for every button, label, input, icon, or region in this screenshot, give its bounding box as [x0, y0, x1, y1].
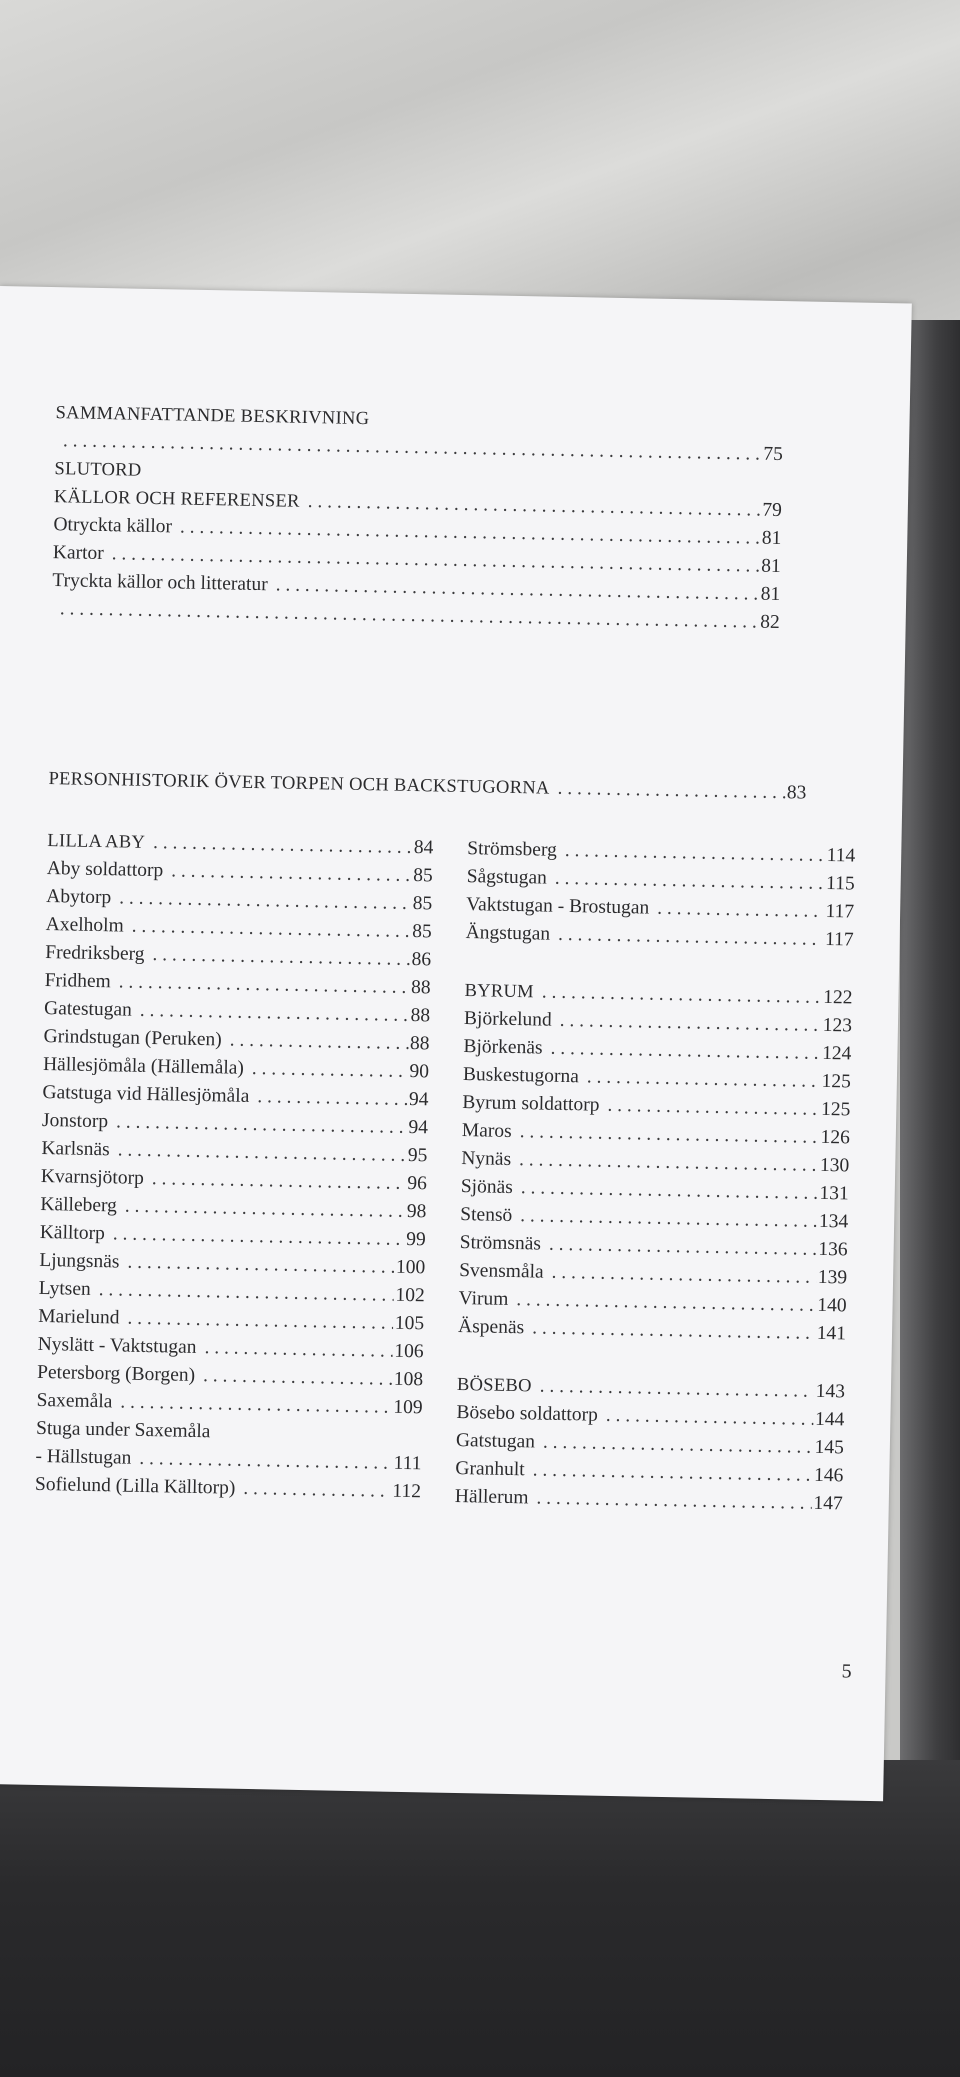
- toc-entry-page: 96: [407, 1172, 428, 1195]
- toc-entry-page: 90: [409, 1061, 430, 1083]
- toc-entry-page: 136: [818, 1238, 848, 1261]
- toc-entry-title: LILLA ABY: [47, 831, 146, 853]
- toc-entry-page: 100: [395, 1256, 426, 1279]
- toc-right-column: [455, 835, 856, 1518]
- toc-section-heading: [48, 765, 806, 808]
- page-number: 5: [841, 1660, 852, 1683]
- toc-entry-title: Nynäs: [461, 1148, 512, 1170]
- dot-leader: [606, 1402, 814, 1434]
- toc-entry-page: 147: [813, 1492, 843, 1515]
- dot-leader: [243, 1475, 391, 1506]
- toc-entry-page: 141: [816, 1322, 847, 1345]
- toc-entry-title: KÄLLOR OCH REFERENSER: [53, 487, 300, 512]
- toc-entry-title: Gatestugan: [43, 997, 133, 1021]
- toc-entry: [35, 1415, 422, 1478]
- toc-entry-title: Ängstugan: [465, 922, 551, 945]
- toc-entry-page: 109: [393, 1396, 423, 1419]
- toc-entry-title: Källeberg: [40, 1193, 118, 1217]
- toc-entry-page: 88: [410, 977, 431, 999]
- toc-entry-page: 134: [818, 1210, 849, 1233]
- toc-entry-page: 81: [760, 583, 781, 606]
- dot-leader: [657, 895, 824, 926]
- toc-entry-page: 117: [824, 928, 854, 951]
- toc-entry-page: 94: [408, 1089, 429, 1111]
- toc-entry-title: Sågstugan: [466, 866, 548, 889]
- toc-entry-title: Ljungsnäs: [39, 1249, 120, 1273]
- toc-entry-page: 106: [394, 1340, 424, 1363]
- toc-entry-page: 144: [814, 1408, 845, 1431]
- toc-entry-title: Källtorp: [39, 1221, 106, 1245]
- dot-leader: [558, 921, 823, 954]
- toc-entry-title: Bösebo soldattorp: [456, 1401, 599, 1426]
- toc-entry-title: Sjönäs: [460, 1176, 514, 1199]
- toc-section-title: PERSONHISTORIK ÖVER TORPEN OCH BACKSTUGORNA: [48, 769, 550, 799]
- toc-entry-page: 95: [407, 1144, 428, 1167]
- toc-entry-title: Sofielund (Lilla Källtorp): [34, 1473, 236, 1499]
- toc-entry-title: Björkelund: [463, 1008, 552, 1031]
- toc-entry-page: 122: [823, 986, 853, 1009]
- toc-entry-title: Svensmåla: [458, 1259, 544, 1283]
- toc-entry-page: 79: [762, 499, 783, 522]
- toc-entry-title: Granhult: [455, 1457, 525, 1481]
- toc-entry-page: 94: [408, 1116, 429, 1139]
- toc-entry-page: 140: [817, 1294, 847, 1317]
- toc-entry-title: SLUTORD: [54, 459, 142, 481]
- toc-entry-title: Kartor: [52, 542, 104, 565]
- toc-entry-page: 88: [410, 1005, 431, 1027]
- toc-entry-page: 146: [813, 1464, 844, 1487]
- toc-entry-page: 131: [819, 1182, 849, 1205]
- toc-entry-title: Tryckta källor och litteratur: [52, 570, 268, 596]
- dot-leader: [587, 1063, 820, 1095]
- toc-entry-page: 111: [393, 1452, 422, 1475]
- toc-entry-title: Gatstugan: [455, 1429, 536, 1453]
- dot-leader: [252, 1055, 408, 1086]
- toc-entry-page: 115: [825, 872, 855, 895]
- dot-leader: [204, 1334, 392, 1366]
- toc-entry-page: 114: [826, 844, 856, 867]
- toc-entry-page: 75: [763, 443, 784, 466]
- dot-leader: [203, 1362, 392, 1394]
- toc-entry-title: Karlsnäs: [41, 1137, 110, 1161]
- toc-entry-title: Hällerum: [454, 1485, 529, 1509]
- toc-entry-title: Fredriksberg: [45, 941, 145, 965]
- toc-entry-page: 102: [395, 1284, 425, 1307]
- book-page: [0, 286, 912, 1801]
- toc-entry-title: Abytorp: [46, 886, 112, 909]
- toc-entry-title: Aby soldattorp: [46, 858, 164, 882]
- toc-entry-page: 112: [392, 1480, 422, 1503]
- toc-entry-title: Äspenäs: [457, 1315, 525, 1339]
- toc-entry-title: Strömsberg: [467, 838, 558, 861]
- toc-entry-page: 117: [825, 900, 855, 923]
- toc-left-column: [35, 827, 434, 1506]
- toc-entry-page: 85: [413, 865, 433, 887]
- toc-entry-page: 124: [821, 1042, 852, 1065]
- dot-leader: [532, 1314, 815, 1347]
- toc-entry-title: BYRUM: [464, 981, 535, 1003]
- toc-entry-page: 125: [820, 1098, 851, 1121]
- toc-entry-page: 85: [411, 921, 432, 943]
- background-book-edge: [900, 320, 960, 1780]
- toc-entry-title: Petersborg (Borgen): [36, 1361, 196, 1386]
- dot-leader: [229, 1027, 408, 1058]
- dot-leader: [536, 1485, 812, 1518]
- toc-entry-title: Vaktstugan - Brostugan: [466, 894, 650, 919]
- toc-entry-title: SAMMANFATTANDE BESKRIVNING: [55, 403, 370, 430]
- toc-entry-title: Virum: [458, 1287, 509, 1310]
- toc-entry-title-continued: - Hällstugan: [35, 1445, 132, 1469]
- toc-entry: [35, 1471, 421, 1506]
- toc-entry-page: 143: [815, 1380, 846, 1403]
- toc-entry-title: Lytsen: [38, 1277, 91, 1300]
- toc-entry-page: 139: [817, 1266, 848, 1289]
- toc-entry-title: Stensö: [460, 1204, 513, 1227]
- dot-leader: [607, 1092, 819, 1124]
- toc-entry-title: Buskestugorna: [462, 1064, 580, 1088]
- dot-leader: [557, 775, 785, 807]
- toc-entry-title: Nyslätt - Vaktstugan: [37, 1333, 197, 1358]
- toc-entry-title: Gatstuga vid Hällesjömåla: [42, 1081, 250, 1107]
- toc-entry-page: 125: [821, 1070, 852, 1093]
- dot-leader: [257, 1083, 407, 1114]
- toc-entry-page: 88: [409, 1033, 430, 1055]
- toc-entry-title: BÖSEBO: [456, 1374, 532, 1397]
- toc-entry: [48, 765, 806, 808]
- toc-entry-page: 86: [411, 949, 432, 971]
- toc-entry-title: Strömsnäs: [459, 1232, 542, 1255]
- toc-entry-title: Fridhem: [44, 969, 111, 993]
- toc-entry-page: 105: [394, 1312, 425, 1335]
- toc-entry-title: Marielund: [38, 1305, 120, 1329]
- toc-entry-page: 123: [822, 1014, 853, 1037]
- toc-entry-title: Grindstugan (Peruken): [43, 1025, 222, 1051]
- toc-entry-title: Stuga under Saxemåla: [35, 1417, 211, 1443]
- toc-entry-page: 83: [786, 782, 807, 804]
- toc-entry-page: 126: [820, 1126, 851, 1149]
- toc-entry-title: Maros: [461, 1120, 512, 1142]
- background-dark-surface: [0, 1760, 960, 2077]
- toc-entry-page: 130: [819, 1154, 850, 1177]
- toc-entry-title: Axelholm: [45, 913, 124, 937]
- toc-entry-page: 108: [393, 1368, 424, 1391]
- toc-entry-title: Björkenäs: [463, 1036, 543, 1059]
- toc-top-section: [52, 399, 784, 637]
- toc-entry-page: 145: [814, 1436, 845, 1459]
- toc-entry-page: 81: [761, 555, 781, 578]
- toc-entry-page: 85: [412, 893, 433, 915]
- toc-entry-title: Kvarnsjötorp: [40, 1165, 145, 1189]
- toc-entry-page: 99: [406, 1228, 426, 1251]
- toc-entry-page: 98: [406, 1200, 427, 1223]
- toc-entry-page: 81: [761, 527, 782, 550]
- toc-entry-title: Byrum soldattorp: [462, 1092, 600, 1116]
- toc-entry-title: Saxemåla: [36, 1389, 113, 1413]
- toc-entry-page: 84: [413, 837, 434, 859]
- toc-entry-page: 82: [759, 611, 780, 634]
- toc-entry-title: Otryckta källor: [53, 514, 173, 538]
- toc-entry-title: Jonstorp: [41, 1109, 109, 1133]
- toc-entry-title: Hällesjömåla (Hällemåla): [42, 1053, 245, 1079]
